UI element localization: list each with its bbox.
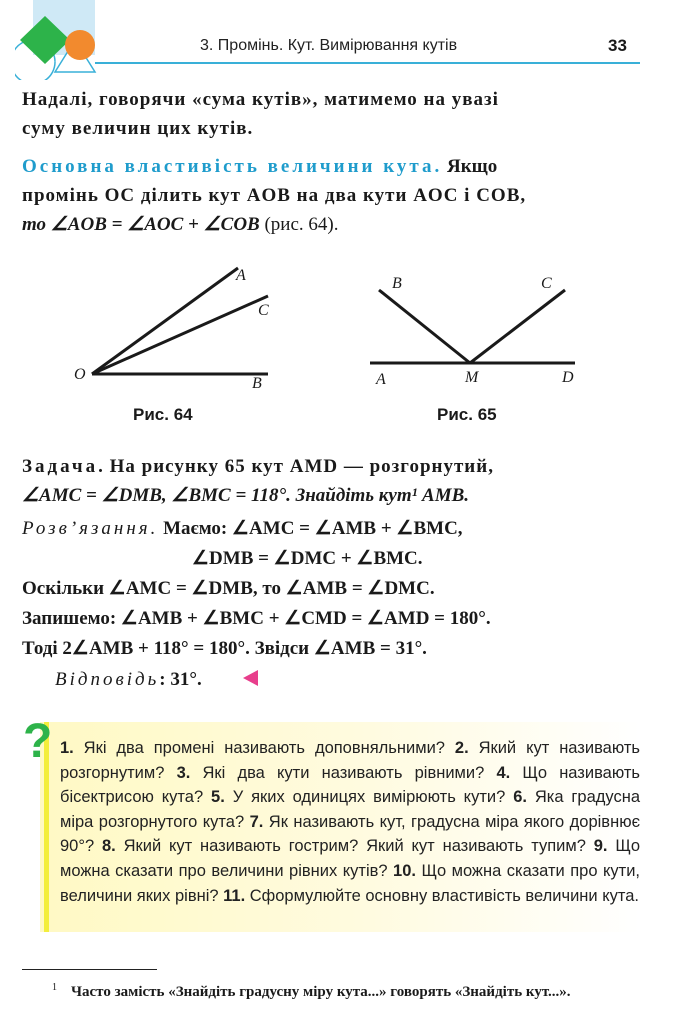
solution-line-3: Оскільки ∠AMC = ∠DMB, то ∠AMB = ∠DMC. (22, 578, 435, 599)
footnote-mark: 1 (52, 982, 57, 993)
fig64-label-a: A (236, 267, 246, 284)
fig64-label-b: B (252, 375, 262, 392)
q11-text: Сформулюйте основну властивість величини кута. (245, 886, 639, 905)
task-text-1: . На рисунку 65 кут AMD — розгорнутий, (98, 456, 494, 477)
question-mark-icon: ? (23, 715, 53, 768)
ray-oc (92, 296, 268, 374)
figure-65-caption: Рис. 65 (437, 405, 497, 424)
task-paragraph (22, 452, 642, 510)
property-figure-ref: (рис. 64). (264, 214, 339, 235)
q3-number: 3. (176, 763, 191, 782)
solution-line-4: Запишемо: ∠AMB + ∠BMC + ∠CMD = ∠AMD = 180°. (22, 608, 491, 629)
ray-mc (470, 290, 565, 363)
end-of-solution-icon (240, 668, 260, 688)
q2-number: 2. (454, 739, 469, 757)
q8-text: Який кут називають гострим? Який кут називають тупим? (115, 837, 594, 856)
q2-text: Який кут називають розгорнутим? (60, 739, 641, 782)
q5-number: 5. (211, 788, 225, 807)
chapter-logo (15, 0, 100, 80)
ray-oa (92, 268, 238, 374)
fig65-label-b: B (392, 275, 402, 292)
q1-number: 1. (60, 739, 74, 757)
fig65-label-a: A (376, 371, 386, 388)
page-number: 33 (608, 36, 627, 55)
fig64-label-o: O (74, 366, 86, 383)
intro-line-2: суму величин цих кутів. (22, 118, 254, 139)
answer-label: Відповідь (55, 669, 160, 690)
intro-line-1: Надалі, говорячи «сума кутів», матимемо на увазі (22, 89, 499, 110)
solution-line-1: Маємо: ∠AMC = ∠AMB + ∠BMC, (163, 518, 463, 539)
property-formula: то ∠AOB = ∠AOC + ∠COB (22, 214, 260, 235)
running-header: 3. Промінь. Кут. Вимірювання кутів (200, 37, 458, 54)
footnote (22, 976, 637, 1004)
task-label: Задача (22, 456, 99, 477)
footnote-text: Часто замість «Знайдіть градусну міру кута...» говорять «Знайдіть кут...». (71, 984, 571, 1000)
footnote-rule (22, 969, 157, 970)
questions-text (60, 736, 640, 908)
intro-paragraph (22, 85, 637, 143)
ray-mb (379, 290, 470, 363)
q9-text: Що можна сказати про величини рівних кутів? (60, 837, 641, 880)
property-line-2: промінь OC ділить кут AOB на два кути AOC і COB, (22, 185, 527, 206)
q4-text: Що називають бісектрисою кута? (60, 763, 641, 807)
figure-64-caption: Рис. 64 (133, 405, 193, 424)
property-heading: Основна властивість величини кута. (22, 156, 443, 177)
solution-line-2: ∠DMB = ∠DMC + ∠BMC. (192, 548, 423, 569)
solution-line-5: Тоді 2∠AMB + 118° = 180°. Звідси ∠AMB = 31°. (22, 638, 427, 659)
q1-text: Які два промені називають доповняльними? (73, 739, 455, 757)
q7-text: Як називають кут, градусна міра якого дорівнює 90°? (60, 812, 640, 856)
logo-orange-circle (65, 30, 95, 60)
q5-text: У яких одиницях вимірюють кути? (224, 788, 514, 807)
property-text-1: Якщо (446, 156, 498, 177)
q7-number: 7. (249, 812, 264, 831)
solution-block (22, 514, 662, 664)
answer-value: : 31°. (159, 669, 202, 690)
fig65-label-d: D (562, 369, 574, 386)
q4-number: 4. (496, 763, 511, 782)
task-line-2: ∠AMC = ∠DMB, ∠BMC = 118°. Знайдіть кут¹ AMB. (22, 485, 470, 506)
q10-number: 10. (393, 861, 416, 880)
fig65-label-c: C (541, 275, 552, 292)
answer-line (55, 665, 202, 694)
q11-number: 11. (223, 886, 246, 905)
q10-text: Що можна сказати про кути, величини яких рівні? (60, 861, 640, 905)
header-rule (95, 62, 640, 64)
solution-label: Розв’язання. (22, 518, 159, 539)
q6-text: Яка градусна міра розгорнутого кута? (60, 788, 641, 831)
q6-number: 6. (513, 788, 527, 807)
fig64-label-c: C (258, 302, 269, 319)
fig65-label-m: M (465, 369, 479, 386)
q9-number: 9. (593, 837, 608, 856)
q3-text: Які два кути називають рівними? (190, 763, 497, 782)
property-paragraph (22, 152, 642, 239)
figure-65 (365, 280, 585, 380)
q8-number: 8. (101, 837, 116, 856)
